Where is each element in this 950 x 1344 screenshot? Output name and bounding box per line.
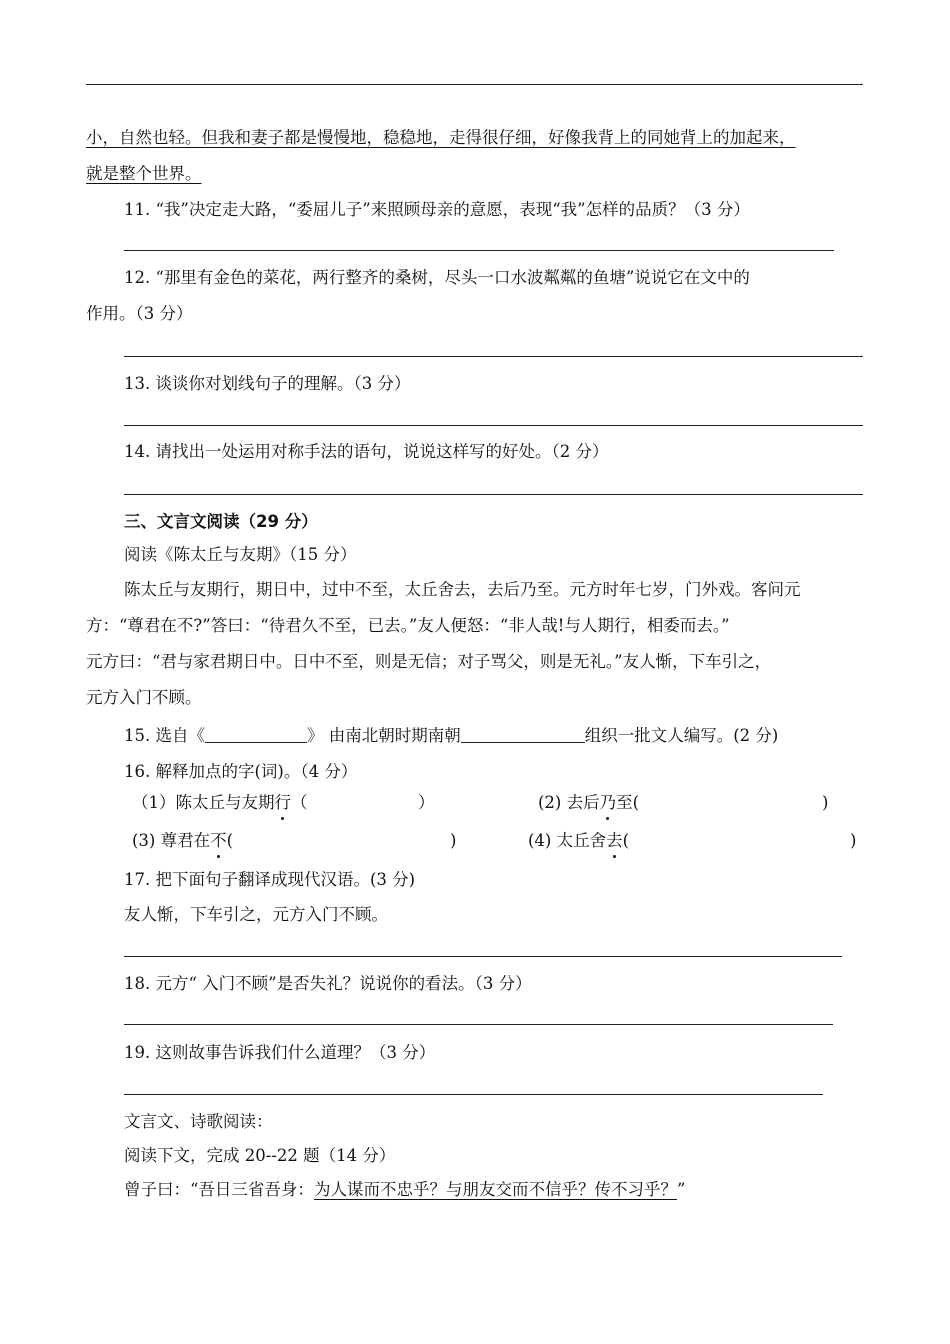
section-3-title: 三、文言文阅读（29 分） xyxy=(124,512,318,531)
q17-sentence: 友人惭，下车引之，元方入门不顾。 xyxy=(124,905,388,924)
q16-item-2-close: ) xyxy=(822,793,829,812)
answer-line-11[interactable] xyxy=(124,250,834,251)
q16-item-2: (2) 去后乃至( xyxy=(538,791,639,815)
answer-line-14[interactable] xyxy=(124,494,863,495)
dotted-char-3: 不 xyxy=(210,829,227,853)
question-14: 14. 请找出一处运用对称手法的语句，说说这样写的好处。（2 分） xyxy=(124,442,609,461)
q15-text-3: 组织一批文人编写。(2 分) xyxy=(584,726,779,745)
q15-text-1: 15. 选自《 xyxy=(124,726,205,745)
question-19: 19. 这则故事告诉我们什么道理？（3 分） xyxy=(124,1043,436,1062)
answer-line-12[interactable] xyxy=(124,356,863,357)
answer-line-18[interactable] xyxy=(124,1024,833,1025)
poetry-heading: 文言文、诗歌阅读： xyxy=(124,1112,273,1131)
passage-line-2: 就是整个世界。 xyxy=(86,164,202,183)
question-11: 11. “我”决定走大路，“委屈儿子”来照顾母亲的意愿，表现“我”怎样的品质？（3 分） xyxy=(124,200,750,219)
answer-line-17[interactable] xyxy=(124,956,842,957)
passage-line-1: 小，自然也轻。但我和妻子都是慢慢地，稳稳地，走得很仔细，好像我背上的同她背上的加起来， xyxy=(86,128,796,147)
q15-blank-author[interactable] xyxy=(461,724,585,743)
q16-item-4-close: ) xyxy=(850,831,857,850)
question-16-title: 16. 解释加点的字(词)。（4 分） xyxy=(124,762,358,781)
poetry-instruction: 阅读下文，完成 20--22 题（14 分） xyxy=(124,1146,396,1165)
dotted-char-1: 行 xyxy=(275,791,292,815)
reading-title: 阅读《陈太丘与友期》（15 分） xyxy=(124,545,357,564)
question-12-line-2: 作用。（3 分） xyxy=(86,304,193,323)
answer-line-13[interactable] xyxy=(124,425,863,426)
underlined-quote: 为人谋而不忠乎？与朋友交而不信乎？传不习乎？ xyxy=(313,1180,677,1199)
q16-item-1: （1）陈太丘与友期行（ xyxy=(132,791,308,815)
q15-blank-book[interactable] xyxy=(205,724,307,743)
dotted-char-2: 乃 xyxy=(600,791,617,815)
zengzi-quote: 曾子曰：“吾日三省吾身：为人谋而不忠乎？与朋友交而不信乎？传不习乎？” xyxy=(124,1180,686,1199)
answer-line-19[interactable] xyxy=(124,1094,823,1095)
question-18: 18. 元方“ 入门不顾”是否失礼？说说你的看法。（3 分） xyxy=(124,974,532,993)
classical-line-3: 元方曰：“君与家君期日中。日中不至，则是无信；对子骂父，则是无礼。”友人惭，下车引之， xyxy=(86,652,772,671)
question-17: 17. 把下面句子翻译成现代汉语。(3 分) xyxy=(124,870,416,889)
dotted-char-4: 去 xyxy=(606,829,623,853)
question-13: 13. 谈谈你对划线句子的理解。（3 分） xyxy=(124,374,411,393)
q16-item-3-close: ) xyxy=(450,831,457,850)
classical-line-4: 元方入门不顾。 xyxy=(86,688,202,707)
question-12-line-1: 12. “那里有金色的菜花，两行整齐的桑树，尽头一口水波粼粼的鱼塘”说说它在文中的 xyxy=(124,268,750,287)
q15-text-2: 》 由南北朝时期南朝 xyxy=(307,726,461,745)
header-rule xyxy=(86,84,863,85)
classical-line-2: 方：“尊君在不?”答曰：“待君久不至，已去。”友人便怒：“非人哉!与人期行，相委而去。” xyxy=(86,616,730,635)
question-15 xyxy=(124,724,778,748)
classical-line-1: 陈太丘与友期行，期日中，过中不至，太丘舍去，去后乃至。元方时年七岁，门外戏。客问元 xyxy=(124,580,801,599)
q16-item-1-close: ） xyxy=(418,793,435,812)
q16-item-4: (4) 太丘舍去( xyxy=(528,829,629,853)
q16-item-3: (3) 尊君在不( xyxy=(132,829,233,853)
